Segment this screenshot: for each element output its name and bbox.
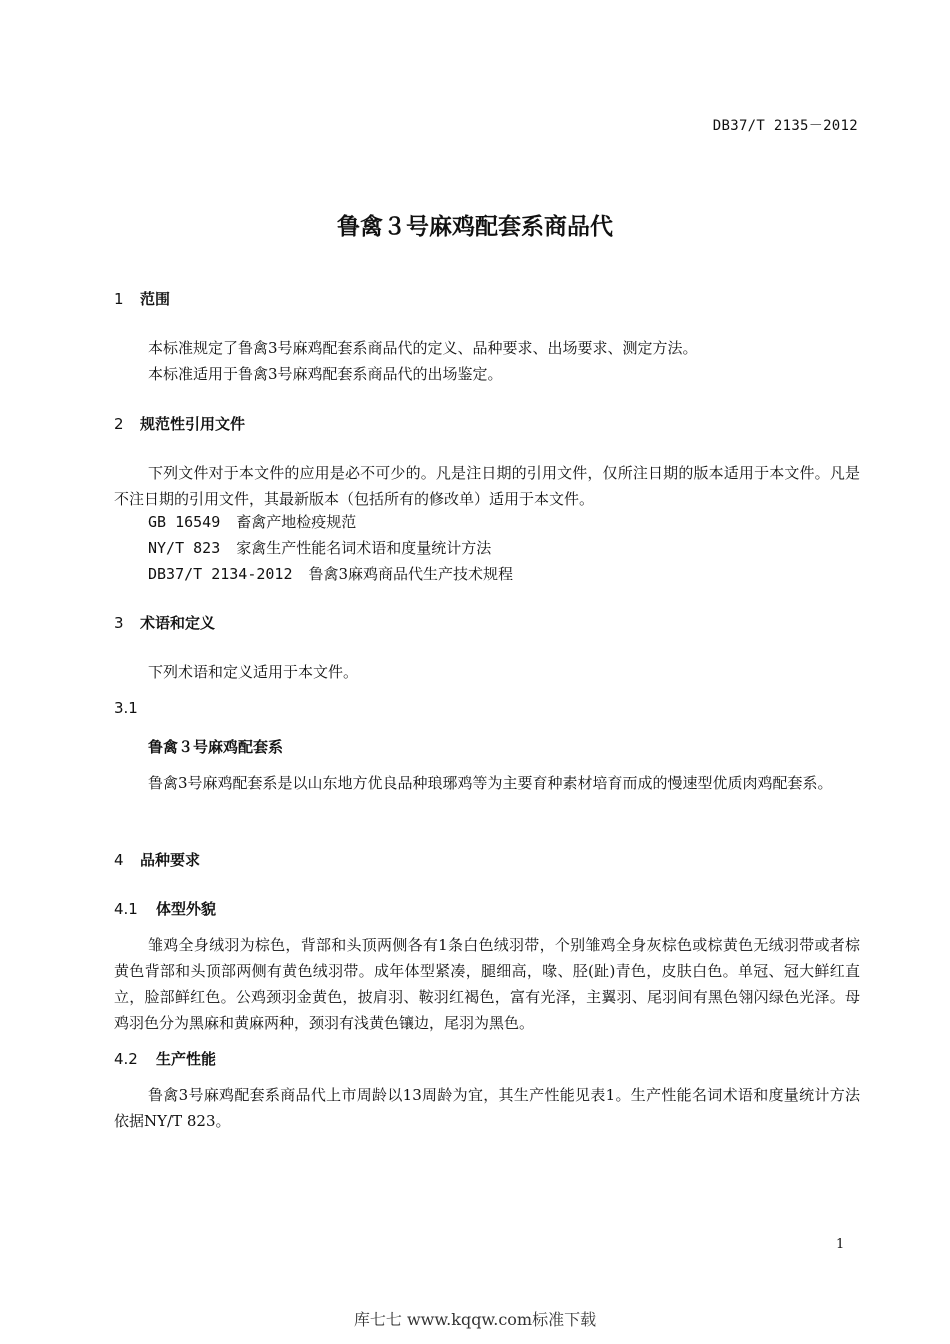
reference-code: DB37/T 2134-2012 bbox=[148, 565, 293, 583]
reference-title: 畜禽产地检疫规范 bbox=[236, 513, 357, 531]
subsection-heading-4-1 bbox=[114, 898, 216, 919]
paragraph-line: 下列术语和定义适用于本文件。 bbox=[148, 663, 359, 681]
subsection-title: 生产性能 bbox=[156, 1050, 217, 1068]
subsection-number: 4.2 bbox=[114, 1050, 138, 1068]
section-title: 范围 bbox=[140, 290, 171, 308]
footer-watermark: 库七七 www.kqqw.com标准下载 bbox=[353, 1310, 597, 1329]
subsection-number: 4.1 bbox=[114, 900, 138, 918]
section-heading-2 bbox=[114, 413, 245, 434]
reference-code: NY/T 823 bbox=[148, 539, 221, 557]
section-number: 1 bbox=[114, 290, 124, 308]
paragraph: 鲁禽3号麻鸡配套系商品代上市周龄以13周龄为宜，其生产性能见表1。生产性能名词术语和度量统计方法依据NY/T 823。 bbox=[114, 1086, 860, 1130]
paragraph-line: 本标准规定了鲁禽3号麻鸡配套系商品代的定义、品种要求、出场要求、测定方法。 bbox=[148, 339, 698, 357]
paragraph-line: 本标准适用于鲁禽3号麻鸡配套系商品代的出场鉴定。 bbox=[148, 365, 503, 383]
section-number: 4 bbox=[114, 851, 124, 869]
section-title: 品种要求 bbox=[140, 851, 201, 869]
paragraph: 雏鸡全身绒羽为棕色，背部和头顶两侧各有1条白色绒羽带，个别雏鸡全身灰棕色或棕黄色无绒羽带或者棕黄色背部和头顶部两侧有黄色绒羽带。成年体型紧凑，腿细高，喙、胫(趾)青色，皮肤白色。单冠、冠大鲜红直立，脸部鲜红色。公鸡颈羽金黄色，披肩羽、鞍羽红褐色，富有光泽，主翼羽、尾羽间有黑色翎闪绿色光泽。母鸡羽色分为黑麻和黄麻两种，颈羽有浅黄色镶边，尾羽为黑色。 bbox=[114, 936, 860, 1032]
page-number: 1 bbox=[836, 1237, 845, 1252]
section-number: 2 bbox=[114, 415, 124, 433]
reference-title: 鲁禽3麻鸡商品代生产技术规程 bbox=[308, 565, 514, 583]
section-title: 规范性引用文件 bbox=[140, 415, 246, 433]
term-definition: 鲁禽3号麻鸡配套系是以山东地方优良品种琅琊鸡等为主要育种素材培育而成的慢速型优质肉鸡配套系。 bbox=[148, 774, 833, 792]
reference-code: GB 16549 bbox=[148, 513, 221, 531]
subsection-title: 体型外貌 bbox=[156, 900, 217, 918]
section-heading-1 bbox=[114, 288, 170, 309]
reference-title: 家禽生产性能名词术语和度量统计方法 bbox=[236, 539, 492, 557]
section-heading-4 bbox=[114, 849, 200, 870]
reference-item bbox=[148, 563, 513, 584]
subsection-number: 3.1 bbox=[114, 699, 138, 717]
page-title: 鲁禽３号麻鸡配套系商品代 bbox=[337, 214, 613, 240]
paragraph: 下列文件对于本文件的应用是必不可少的。凡是注日期的引用文件，仅所注日期的版本适用于本文件。凡是不注日期的引用文件，其最新版本（包括所有的修改单）适用于本文件。 bbox=[114, 464, 860, 508]
document-code: DB37/T 2135－2012 bbox=[712, 118, 858, 134]
section-title: 术语和定义 bbox=[140, 614, 216, 632]
reference-item bbox=[148, 511, 356, 532]
reference-item bbox=[148, 537, 491, 558]
term-heading: 鲁禽３号麻鸡配套系 bbox=[148, 738, 284, 756]
subsection-heading-4-2 bbox=[114, 1048, 216, 1069]
section-number: 3 bbox=[114, 614, 124, 632]
section-heading-3 bbox=[114, 612, 215, 633]
